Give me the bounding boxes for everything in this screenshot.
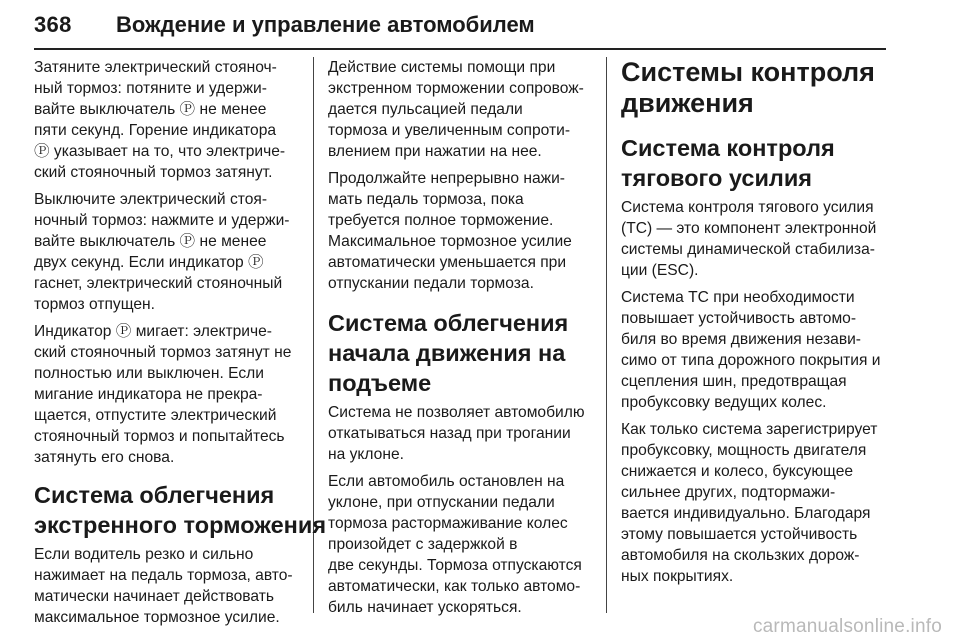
text-line: затянуть его снова. <box>34 449 175 466</box>
text-line: подъеме <box>328 370 432 396</box>
text-line: тягового усилия <box>621 165 812 191</box>
page-number: 368 <box>34 12 72 37</box>
page-title: Вождение и управление автомобилем <box>116 12 535 37</box>
paragraph <box>328 402 596 465</box>
text-line: движения <box>621 88 754 118</box>
paragraph <box>34 544 304 628</box>
text-line: пробуксовку, мощность двигателя <box>621 442 867 459</box>
text-line: откатываться назад при трогании <box>328 425 571 442</box>
text-line: автомобиля на скользких дорож- <box>621 547 860 564</box>
text-line: вайте выключатель Ⓟ не менее <box>34 101 267 118</box>
text-line: гаснет, электрический стояночный <box>34 275 283 292</box>
text-line: биль начинает ускоряться. <box>328 599 522 616</box>
text-line: экстренного торможения <box>34 512 327 538</box>
text-line: ский стояночный тормоз затянут не <box>34 344 292 361</box>
text-line: Ⓟ указывает на то, что электриче- <box>34 143 286 160</box>
text-line: этому повышается устойчивость <box>621 526 858 543</box>
watermark: carmanualsonline.info <box>752 616 942 637</box>
section-heading <box>328 308 596 398</box>
paragraph <box>34 189 304 315</box>
text-line: уклоне, при отпускании педали <box>328 494 555 511</box>
text-line: Система контроля тягового усилия <box>621 199 874 216</box>
text-line: автоматически, как только автомо- <box>328 578 581 595</box>
text-line: Система облегчения <box>328 310 569 336</box>
text-line: начала движения на <box>328 340 566 366</box>
text-line: Действие системы помощи при <box>328 59 556 76</box>
text-line: щается, отпустите электрический <box>34 407 277 424</box>
text-line: снижается и колесо, буксующее <box>621 463 854 480</box>
section-heading <box>621 133 889 193</box>
text-line: ночный тормоз: нажмите и удержи- <box>34 212 290 229</box>
text-line: Система не позволяет автомобилю <box>328 404 585 421</box>
text-line: мигание индикатора не прекра- <box>34 386 263 403</box>
paragraph <box>621 197 889 281</box>
text-line: полностью или выключен. Если <box>34 365 264 382</box>
text-line: тормоз отпущен. <box>34 296 155 313</box>
paragraph <box>34 321 304 468</box>
text-line: две секунды. Тормоза отпускаются <box>328 557 582 574</box>
text-line: ции (ESC). <box>621 262 699 279</box>
text-line: автоматически уменьшается при <box>328 254 567 271</box>
text-line: (TC) — это компонент электронной <box>621 220 877 237</box>
text-line: стояночный тормоз и попытайтесь <box>34 428 285 445</box>
paragraph <box>621 419 889 587</box>
paragraph <box>621 287 889 413</box>
paragraph <box>34 57 304 183</box>
text-line: матически начинает действовать <box>34 588 274 605</box>
text-line: дается пульсацией педали <box>328 101 523 118</box>
text-line: вайте выключатель Ⓟ не менее <box>34 233 267 250</box>
text-column-2 <box>328 57 596 624</box>
text-column-1 <box>34 57 327 634</box>
text-line: сильнее других, подтормажи- <box>621 484 836 501</box>
text-line: Если автомобиль остановлен на <box>328 473 565 490</box>
text-line: системы динамической стабилиза- <box>621 241 875 258</box>
text-line: Если водитель резко и сильно <box>34 546 254 563</box>
text-line: двух секунд. Если индикатор Ⓟ <box>34 254 264 271</box>
text-line: Выключите электрический стоя- <box>34 191 268 208</box>
text-line: влением при нажатии на нее. <box>328 143 542 160</box>
text-line: экстренном торможении сопровож- <box>328 80 584 97</box>
text-line: Максимальное тормозное усилие <box>328 233 572 250</box>
text-line: Индикатор Ⓟ мигает: электриче- <box>34 323 273 340</box>
text-line: Продолжайте непрерывно нажи- <box>328 170 565 187</box>
text-line: тормоза и увеличенным сопроти- <box>328 122 571 139</box>
text-line: вается индивидуально. Благодаря <box>621 505 871 522</box>
text-line: пяти секунд. Горение индикатора <box>34 122 277 139</box>
text-line: ский стояночный тормоз затянут. <box>34 164 273 181</box>
text-line: Система контроля <box>621 135 835 161</box>
paragraph <box>328 168 596 294</box>
text-line: сцепления шин, предотвращая <box>621 373 847 390</box>
text-line: на уклоне. <box>328 446 404 463</box>
text-line: отпускании педали тормоза. <box>328 275 534 292</box>
text-line: биля во время движения незави- <box>621 331 862 348</box>
text-line: Система TC при необходимости <box>621 289 855 306</box>
text-line: нажимает на педаль тормоза, авто- <box>34 567 293 584</box>
page-header <box>34 0 886 50</box>
text-line: тормоза растормаживание колес <box>328 515 568 532</box>
paragraph <box>328 471 596 618</box>
text-line: пробуксовку ведущих колес. <box>621 394 827 411</box>
text-line: ный тормоз: потяните и удержи- <box>34 80 267 97</box>
text-line: Как только система зарегистрирует <box>621 421 878 438</box>
text-line: симо от типа дорожного покрытия и <box>621 352 881 369</box>
text-line: требуется полное торможение. <box>328 212 554 229</box>
text-line: повышает устойчивость автомо- <box>621 310 857 327</box>
text-line: Затяните электрический стояноч- <box>34 59 277 76</box>
paragraph <box>328 57 596 162</box>
text-line: Система облегчения <box>34 482 275 508</box>
text-line: произойдет с задержкой в <box>328 536 518 553</box>
column-divider <box>606 57 607 613</box>
section-heading <box>34 480 327 540</box>
text-line: Системы контроля <box>621 57 875 87</box>
text-line: мать педаль тормоза, пока <box>328 191 524 208</box>
text-line: ных покрытиях. <box>621 568 734 585</box>
section-heading <box>621 57 889 119</box>
text-column-3 <box>621 57 889 593</box>
text-line: максимальное тормозное усилие. <box>34 609 280 626</box>
